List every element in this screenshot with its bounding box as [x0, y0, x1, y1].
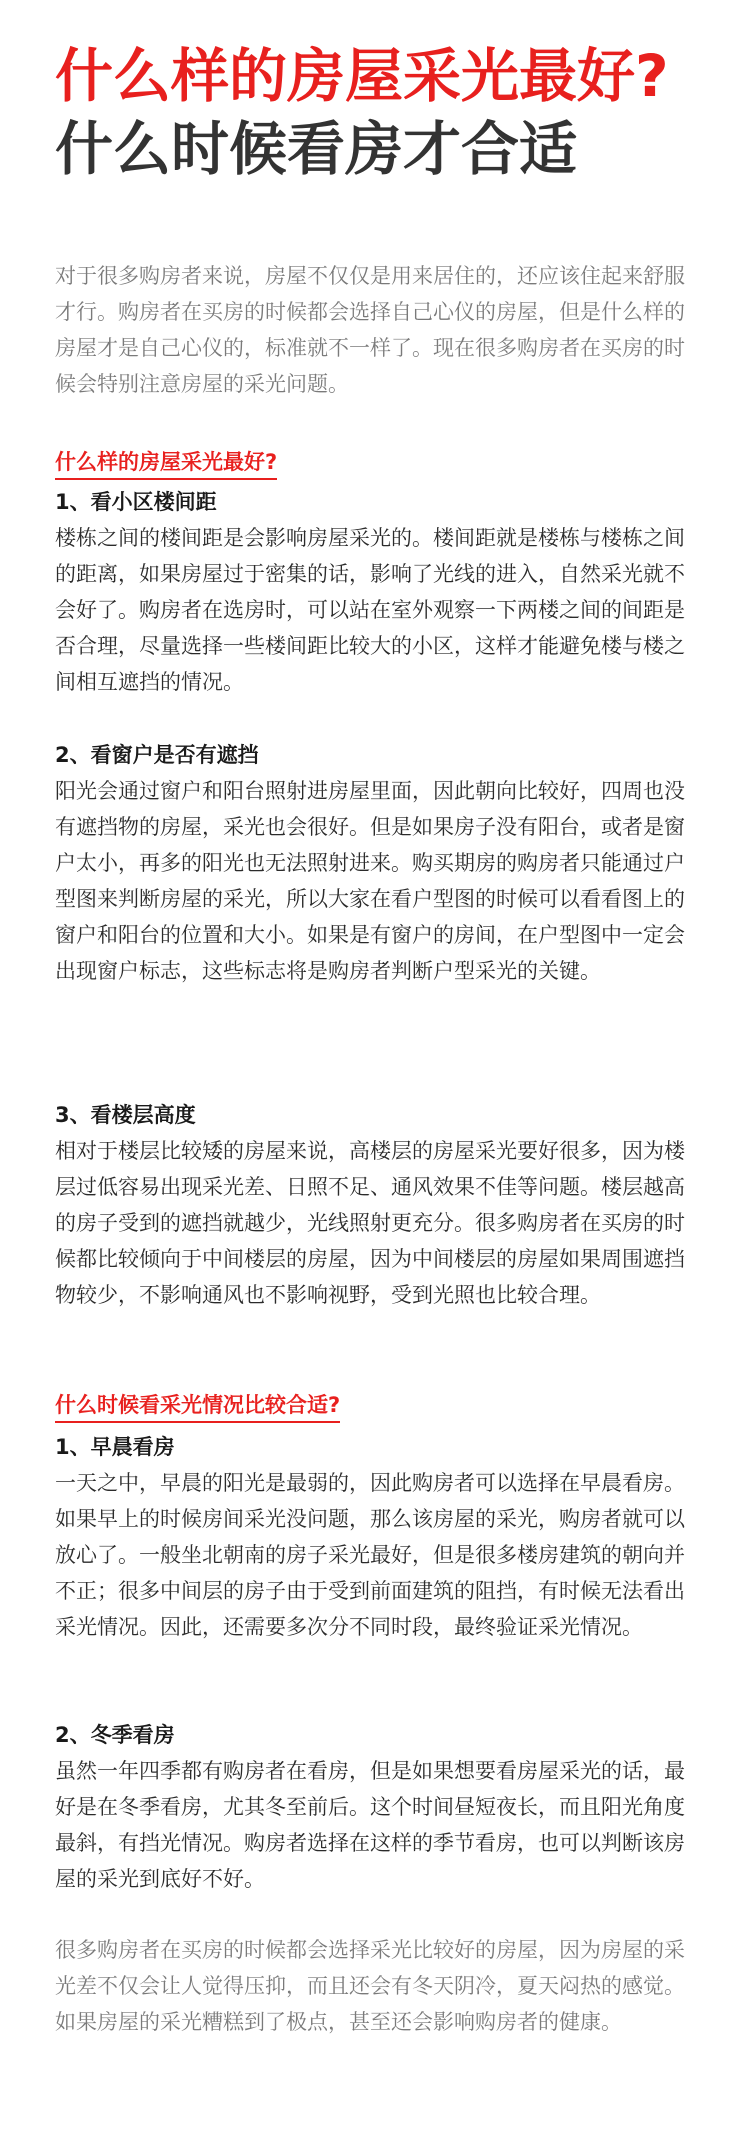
subheading-winter-viewing: 2、冬季看房: [55, 1723, 175, 1747]
article-title-line-1: 什么样的房屋采光最好?: [55, 42, 669, 110]
paragraph-winter-viewing: 虽然一年四季都有购房者在看房，但是如果想要看房屋采光的话，最好是在冬季看房，尤其冬至前后。这个时间昼短夜长，而且阳光角度最斜，有挡光情况。购房者选择在这样的季节看房，也可以判断该房屋的采光到底好不好。: [55, 1759, 685, 1891]
section-heading-best-time: 什么时候看采光情况比较合适?: [55, 1390, 340, 1423]
section-heading-best-lighting: 什么样的房屋采光最好?: [55, 447, 277, 480]
paragraph-window-obstruction: 阳光会通过窗户和阳台照射进房屋里面，因此朝向比较好，四周也没有遮挡物的房屋，采光也会很好。但是如果房子没有阳台，或者是窗户太小，再多的阳光也无法照射进来。购买期房的购房者只能通过户型图来判断房屋的采光，所以大家在看户型图的时候可以看看图上的窗户和阳台的位置和大小。如果是有窗户的房间，在户型图中一定会出现窗户标志，这些标志将是购房者判断户型采光的关键。: [55, 779, 685, 983]
paragraph-morning-viewing: 一天之中，早晨的阳光是最弱的，因此购房者可以选择在早晨看房。如果早上的时候房间采光没问题，那么该房屋的采光，购房者就可以放心了。一般坐北朝南的房子采光最好，但是很多楼房建筑的朝向并不正；很多中间层的房子由于受到前面建筑的阻挡，有时候无法看出采光情况。因此，还需要多次分不同时段，最终验证采光情况。: [55, 1471, 685, 1639]
paragraph-floor-height: 相对于楼层比较矮的房屋来说，高楼层的房屋采光要好很多，因为楼层过低容易出现采光差、日照不足、通风效果不佳等问题。楼层越高的房子受到的遮挡就越少，光线照射更充分。很多购房者在买房的时候都比较倾向于中间楼层的房屋，因为中间楼层的房屋如果周围遮挡物较少，不影响通风也不影响视野，受到光照也比较合理。: [55, 1139, 685, 1307]
subheading-floor-height: 3、看楼层高度: [55, 1103, 196, 1127]
article-title-line-2: 什么时候看房才合适: [55, 115, 578, 183]
subheading-morning-viewing: 1、早晨看房: [55, 1435, 175, 1459]
subheading-window-obstruction: 2、看窗户是否有遮挡: [55, 743, 259, 767]
intro-paragraph: 对于很多购房者来说，房屋不仅仅是用来居住的，还应该住起来舒服才行。购房者在买房的时候都会选择自己心仪的房屋，但是什么样的房屋才是自己心仪的，标准就不一样了。现在很多购房者在买房的时候会特别注意房屋的采光问题。: [55, 264, 685, 396]
paragraph-building-spacing: 楼栋之间的楼间距是会影响房屋采光的。楼间距就是楼栋与楼栋之间的距离，如果房屋过于密集的话，影响了光线的进入，自然采光就不会好了。购房者在选房时，可以站在室外观察一下两楼之间的间距是否合理，尽量选择一些楼间距比较大的小区，这样才能避免楼与楼之间相互遮挡的情况。: [55, 526, 685, 694]
outro-paragraph: 很多购房者在买房的时候都会选择采光比较好的房屋，因为房屋的采光差不仅会让人觉得压抑，而且还会有冬天阴冷，夏天闷热的感觉。如果房屋的采光糟糕到了极点，甚至还会影响购房者的健康。: [55, 1938, 685, 2034]
subheading-building-spacing: 1、看小区楼间距: [55, 490, 217, 514]
